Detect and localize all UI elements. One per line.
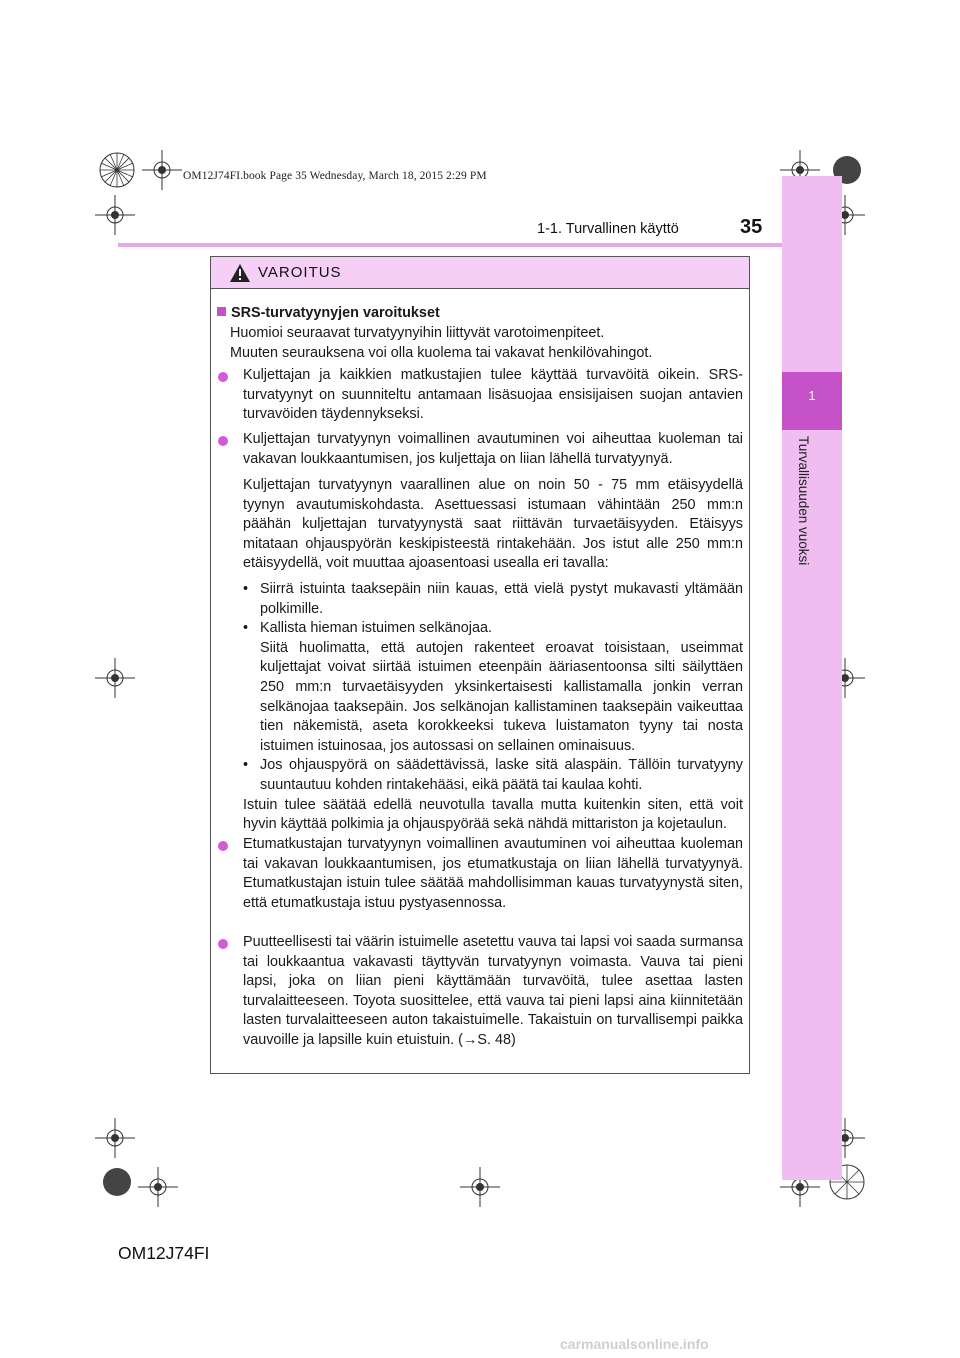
chapter-title: Turvallisuuden vuoksi <box>796 436 811 566</box>
bullet-item: Etumatkustajan turvatyynyn voimallinen avautuminen voi aiheuttaa kuoleman tai vakavan loukkaantumisen, jos etumatkustaja on liian lähellä turvatyynyä. Etumatkustajan istuin tulee säätää mahdollisimman kauas turvatyynystä siten, että etumatkustaja istuu pystyasennossa. <box>243 836 743 911</box>
warning-triangle-icon <box>229 263 251 283</box>
bullet-item: Kuljettajan ja kaikkien matkustajien tulee käyttää turvavöitä oikein. SRS-turvatyynyt on suunniteltu antamaan lisäsuojaa ensisijaisen suojan antavien turvavöiden täydennykseksi. <box>243 367 743 423</box>
list-item-text: Siirrä istuinta taaksepäin niin kauas, että vielä pystyt mukavasti yltämään polkimille. <box>260 581 743 617</box>
chapter-side-tab <box>782 176 842 1180</box>
bullet-dot-icon <box>218 436 228 446</box>
crosshair-mark <box>460 1167 500 1207</box>
list-item-text: Jos ohjauspyörä on säädettävissä, laske sitä alaspäin. Tällöin turvatyyny suuntautuu kohden rintakehääsi, eikä päätä tai kaulaa kohti. <box>260 757 743 793</box>
list-item-text: Kallista hieman istuimen selkänojaa. <box>260 620 492 637</box>
crosshair-mark <box>95 658 135 698</box>
bullet-item: Puutteellisesti tai väärin istuimelle asetettu vauva tai lapsi voi saada surmansa tai loukkaantua vakavasti täyttyvän turvatyynyn voimasta. Vauva tai pieni lapsi, joka on liian pieni käyttämään turvavöitä, tulee asettaa lasten turvalaitteeseen. Toyota suosittelee, että vauva tai pieni lapsi aina kiinnitetään lasten turvalaitteeseen auton takaistuimelle. Takaistuin on turvallisempi paikka vauvoille ja lapsille kuin etuistuin. (→S. 48) <box>243 934 743 1048</box>
bullet-dot-icon <box>218 372 228 382</box>
warning-header <box>211 257 749 289</box>
bullet-dot-icon <box>218 939 228 949</box>
book-stamp: OM12J74FI.book Page 35 Wednesday, March 18, 2015 2:29 PM <box>183 170 487 182</box>
registration-filled-mark <box>97 1162 137 1202</box>
warning-title: VAROITUS <box>258 264 342 281</box>
bullet-dot-icon <box>218 841 228 851</box>
intro-line: Muuten seurauksena voi olla kuolema tai vakavat henkilövahingot. <box>230 345 653 361</box>
list-item <box>243 756 743 795</box>
square-bullet-icon <box>217 307 226 316</box>
crosshair-mark <box>95 1118 135 1158</box>
crosshair-mark <box>142 150 182 190</box>
list-bullet: • <box>243 581 249 597</box>
crosshair-mark <box>138 1167 178 1207</box>
warning-subheading <box>217 304 440 324</box>
list-item-continuation: Siitä huolimatta, että autojen rakenteet eroavat toisistaan, useimmat kuljettajat voivat siirtää istuimen eteenpäin ääriasentoonsa silti säilyttäen 250 mm:n turvaetäisyyden yksinkertaisesti kallistamalla jonkin verran selkänojaa taaksepäin. Jos selkänojan kallistaminen taaksepäin vaikeuttaa tien näkemistä, aseta korokkeeksi tukeva luistamaton tyyny tai nosta istuimen istuinosaa, jos autossasi on sellainen ominaisuus. <box>260 639 743 754</box>
list-bullet: • <box>243 757 249 774</box>
warning-box <box>210 256 750 1074</box>
registration-sunburst-mark <box>97 150 137 190</box>
page-number: 35 <box>740 216 763 238</box>
crosshair-mark <box>95 195 135 235</box>
distance-paragraph: Kuljettajan turvatyynyn vaarallinen alue on noin 50 - 75 mm etäisyydellä tyynyn avautumiskohdasta. Asettuessasi istumaan vähintään 250 mm:n päähän kuljettajan turvatyynystä saat riittävän turvaetäisyyden. Etäisyys mitataan ohjauspyörän keskipisteestä rintakehään. Jos istut alle 250 mm:n etäisyydellä, voit muuttaa ajoasentoasi usealla eri tavalla: <box>243 477 743 572</box>
list-bullet: • <box>243 620 249 637</box>
adjustment-list <box>243 580 743 835</box>
intro-line: Huomioi seuraavat turvatyynyihin liittyvät varotoimenpiteet. <box>230 325 605 341</box>
chapter-number: 1 <box>808 388 816 403</box>
watermark: carmanualsonline.info <box>560 1336 709 1352</box>
bullet-item: Kuljettajan turvatyynyn voimallinen avautuminen voi aiheuttaa kuoleman tai vakavan loukkaantumisen, jos kuljettaja on liian lähellä turvatyynyä. <box>243 431 743 467</box>
list-item <box>243 580 743 619</box>
list-item <box>243 619 743 639</box>
footer-code: OM12J74FI <box>118 1243 210 1263</box>
header-rule <box>118 243 782 247</box>
subheading-text: SRS-turvatyynyjen varoitukset <box>231 305 440 321</box>
section-title: 1-1. Turvallinen käyttö <box>537 221 679 237</box>
closing-paragraph: Istuin tulee säätää edellä neuvotulla tavalla mutta kuitenkin siten, että voit hyvin käyttää polkimia ja ohjauspyörää sekä nähdä mittariston ja kojetaulun. <box>243 796 743 833</box>
